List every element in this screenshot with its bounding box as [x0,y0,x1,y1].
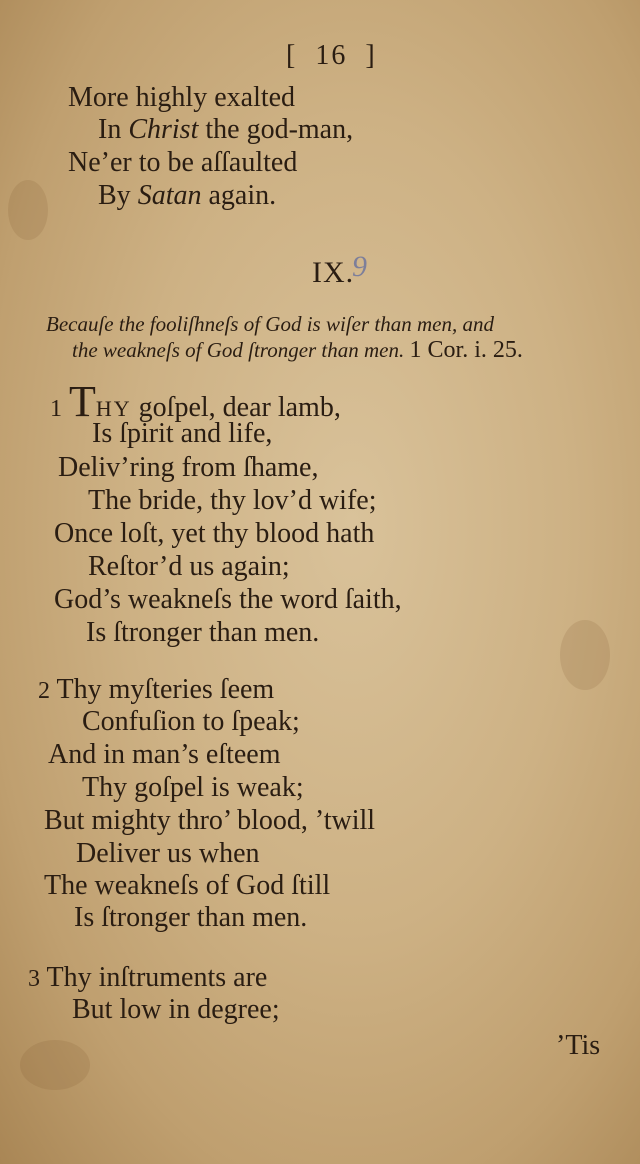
verse1-line: Reſtor’d us again; [88,551,290,582]
hymn-number: IX. [312,256,355,289]
verse1-line: Is ſtronger than men. [86,617,320,648]
page-stain [560,620,610,690]
page-header [286,40,377,72]
top-line-4 [98,180,276,212]
verse2-first-text: Thy myſteries ſeem [56,674,275,705]
verse1-line: Is ſpirit and life, [92,418,273,449]
verse1-line: Deliv’ring from ſhame, [58,452,319,483]
header-close-bracket: ] [365,40,377,71]
epigraph-text: the weakneſs of God ſtronger than men. [72,338,405,362]
top-line-3: Ne’er to be aſſaulted [68,147,298,178]
word-by: By [98,180,131,211]
page-stain [8,180,48,240]
verse1-dropcap: T [69,377,96,426]
page-stain [20,1040,90,1090]
verse2-line: Confuſion to ſpeak; [82,706,300,737]
word-satan: Satan [137,180,202,211]
verse3-first-text: Thy inſtruments are [46,962,268,993]
verse3-line: But low in degree; [72,994,280,1025]
verse2-line: And in man’s eſteem [48,739,281,770]
verse1-line: The bride, thy lov’d wife; [88,485,377,516]
verse1-number: 1 [50,396,62,422]
verse2-number: 2 [38,678,50,704]
verse2-first-line [38,674,274,707]
word-in: In [98,114,122,145]
top-line-2 [98,114,353,146]
scripture-reference: 1 Cor. i. 25. [409,337,523,363]
verse2-line: Is ſtronger than men. [74,902,308,933]
header-open-bracket: [ [286,40,298,71]
verse1-line: God’s weakneſs the word ſaith, [54,584,402,615]
word-god-man: the god-man, [205,114,354,145]
catchword: ’Tis [556,1030,601,1061]
verse2-line: Deliver us when [76,838,260,869]
word-again: again. [208,180,277,211]
page-number: 16 [315,40,348,71]
top-line-1: More highly exalted [68,82,296,113]
word-christ: Christ [128,114,199,145]
verse2-line: But mighty thro’ blood, ’twill [44,805,376,836]
verse2-line: Thy goſpel is weak; [82,772,304,803]
verse3-number: 3 [28,966,40,992]
verse1-caps: HY [95,396,132,421]
epigraph-line-1: Becauſe the fooliſhneſs of God is wiſer than men, and [46,312,494,336]
verse1-first-rest: goſpel, dear lamb, [138,392,341,423]
verse2-line: The weakneſs of God ſtill [44,870,331,901]
verse1-line: Once loſt, yet thy blood hath [54,518,375,549]
epigraph-line-2 [72,336,523,364]
verse3-first-line [28,962,267,995]
handwritten-number: 9 [352,250,367,283]
